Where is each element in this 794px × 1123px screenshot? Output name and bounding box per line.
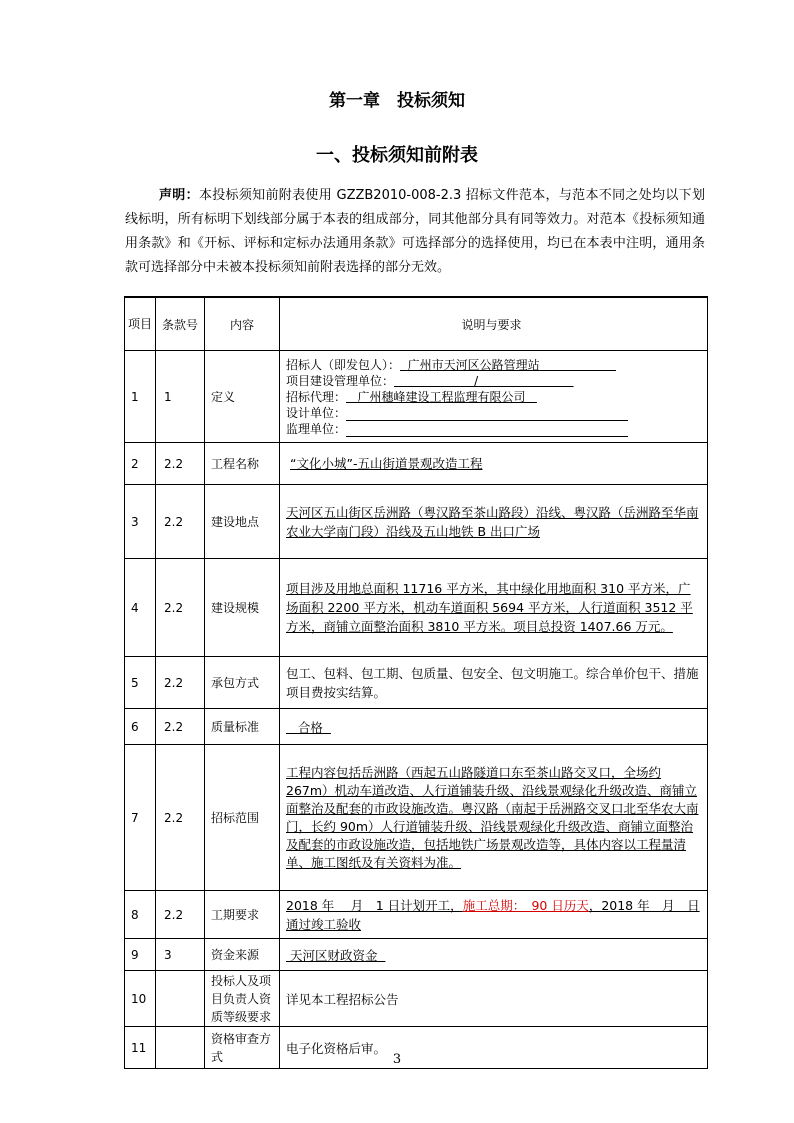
row-desc xyxy=(280,891,708,939)
row-item: 11 xyxy=(125,1027,156,1069)
row-content: 工程名称 xyxy=(205,443,280,485)
tenderer-value: 广州市天河区公路管理站 xyxy=(407,357,540,372)
table-row xyxy=(125,891,708,939)
intro-label: 声明： xyxy=(159,188,199,203)
row-clause: 1 xyxy=(156,351,205,443)
table-row xyxy=(125,657,708,709)
row-desc xyxy=(280,351,708,443)
intro-text: 本投标须知前附表使用 GZZB2010-008-2.3 招标文件范本，与范本不同之处均以下划线标明，所有标明下划线部分属于本表的组成部分，同其他部分具有同等效力。对范本《投标须知通用条款》和《开标、评标和定标办法通用条款》可选择部分的选择使用，均已在本表中注明，通用条款可选择部分中未被本投标须知前附表选择的部分无效。 xyxy=(125,188,705,275)
row-desc xyxy=(280,657,708,709)
row-clause: 2.2 xyxy=(156,443,205,485)
row-clause xyxy=(156,971,205,1027)
row-clause: 2.2 xyxy=(156,485,205,559)
row-desc xyxy=(280,939,708,971)
construction-scale: 项目涉及用地总面积 11716 平方米，其中绿化用地面积 310 平方米，广场面积 2200 平方米，机动车道面积 5694 平方米，人行道面积 3512 平方米，商铺立面整治面积 3810 平方米。项目总投资 1407.66 万元。 xyxy=(286,581,693,634)
row-item: 10 xyxy=(125,971,156,1027)
row-content: 招标范围 xyxy=(205,745,280,891)
row-clause: 2.2 xyxy=(156,709,205,745)
row-desc xyxy=(280,485,708,559)
table-row xyxy=(125,709,708,745)
table-row xyxy=(125,971,708,1027)
tender-notice-table xyxy=(124,296,708,1069)
row-content: 定义 xyxy=(205,351,280,443)
table-row xyxy=(125,939,708,971)
row-item: 9 xyxy=(125,939,156,971)
table-row xyxy=(125,351,708,443)
tenderer-label: 招标人（即发包人）： xyxy=(286,357,401,372)
supervise-blank xyxy=(346,422,628,437)
pm-label: 项目建设管理单位： xyxy=(286,373,395,388)
row-clause: 2.2 xyxy=(156,657,205,709)
qualification-review: 电子化资格后审。 xyxy=(280,1027,708,1069)
supervise-label: 监理单位： xyxy=(286,421,347,436)
header-desc: 说明与要求 xyxy=(280,297,708,351)
agent-value: 广州穗峰建设工程监理有限公司 xyxy=(357,389,526,404)
row-clause: 2.2 xyxy=(156,891,205,939)
row-content: 质量标准 xyxy=(205,709,280,745)
row-desc xyxy=(280,709,708,745)
row-item: 4 xyxy=(125,559,156,657)
row-desc xyxy=(280,443,708,485)
header-content: 内容 xyxy=(205,297,280,351)
table-row xyxy=(125,443,708,485)
pm-value: / xyxy=(474,373,479,388)
row-content: 资格审查方式 xyxy=(205,1027,280,1069)
design-label: 设计单位： xyxy=(286,405,347,420)
row-item: 8 xyxy=(125,891,156,939)
row-content: 资金来源 xyxy=(205,939,280,971)
schedule-start: 2018 年 月 1 日计划开工， xyxy=(286,897,463,913)
table-header-row xyxy=(125,297,708,351)
row-content: 工期要求 xyxy=(205,891,280,939)
funding-source: 天河区财政资金 xyxy=(289,947,378,963)
row-item: 5 xyxy=(125,657,156,709)
chapter-title: 第一章 投标须知 xyxy=(329,91,465,111)
table-row xyxy=(125,745,708,891)
row-content: 投标人及项目负责人资质等级要求 xyxy=(205,971,280,1027)
schedule-end: ，2018 年 月 日通过竣工验收 xyxy=(286,897,700,932)
intro-statement xyxy=(125,184,705,280)
row-desc xyxy=(280,745,708,891)
row-clause: 2.2 xyxy=(156,559,205,657)
row-clause: 3 xyxy=(156,939,205,971)
quality-standard: 合格 xyxy=(297,719,323,735)
header-clause: 条款号 xyxy=(156,297,205,351)
row-clause: 2.2 xyxy=(156,745,205,891)
project-name: “文化小城”-五山街道景观改造工程 xyxy=(290,456,483,471)
row-item: 7 xyxy=(125,745,156,891)
construction-site: 天河区五山街区岳洲路（粤汉路至茶山路段）沿线、粤汉路（岳洲路至华南农业大学南门段）沿线及五山地铁 B 出口广场 xyxy=(286,504,699,539)
row-item: 2 xyxy=(125,443,156,485)
table-row xyxy=(125,559,708,657)
page-number: 3 xyxy=(392,1052,402,1067)
design-blank xyxy=(346,406,628,421)
contract-method: 包工、包料、包工期、包质量、包安全、包文明施工。综合单价包干、措施项目费按实结算。 xyxy=(286,665,699,700)
table-row xyxy=(125,485,708,559)
row-content: 建设地点 xyxy=(205,485,280,559)
row-content: 承包方式 xyxy=(205,657,280,709)
schedule-requirement xyxy=(286,896,703,934)
tender-scope: 工程内容包括岳洲路（西起五山路隧道口东至茶山路交叉口，全场约 267m）机动车道改造、人行道铺装升级、沿线景观绿化升级改造、商铺立面整治及配套的市政设施改造。粤汉路（南起于岳洲路交叉口北至华农大南门，长约 90m）人行道铺装升级、沿线景观绿化升级改造、商铺立面整治及配套的市政设施改造，包括地铁广场景观改造等，具体内容以工程量清单、施工图纸及有关资料为准。 xyxy=(286,764,699,870)
qualification-requirement: 详见本工程招标公告 xyxy=(280,971,708,1027)
row-item: 3 xyxy=(125,485,156,559)
header-item: 项目 xyxy=(125,297,156,351)
row-content: 建设规模 xyxy=(205,559,280,657)
row-desc xyxy=(280,559,708,657)
agent-label: 招标代理： xyxy=(286,389,347,404)
schedule-duration: 施工总期： 90 日历天 xyxy=(462,897,589,913)
section-title: 一、投标须知前附表 xyxy=(316,145,478,166)
row-item: 6 xyxy=(125,709,156,745)
row-item: 1 xyxy=(125,351,156,443)
